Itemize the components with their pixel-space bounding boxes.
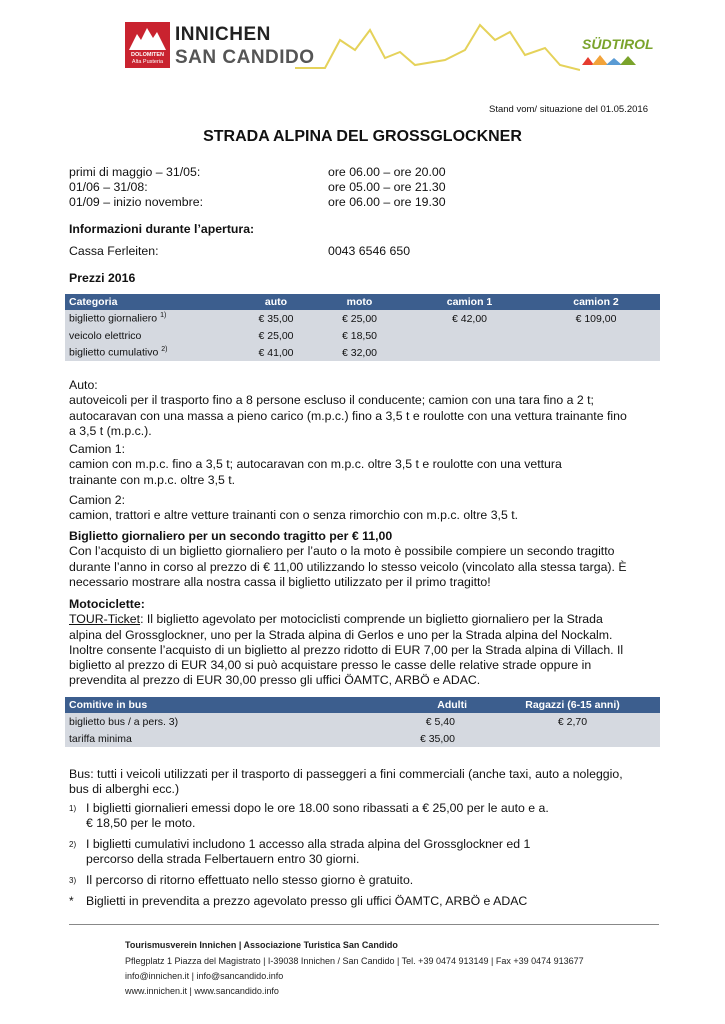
footnote-mark: 2)	[161, 346, 168, 354]
price-cell: € 2,70	[485, 713, 660, 730]
row-label	[65, 327, 240, 344]
section-heading: Motociclette:	[69, 597, 145, 611]
text-line: Inoltre consente l’acquisto di un biglietto al prezzo ridotto di EUR 7,00 per la Strada alpina di Villach. Il	[69, 642, 624, 657]
schedule-hours-value: ore 06.00 – ore 20.00	[328, 165, 446, 179]
price-cell: € 25,00	[312, 310, 407, 327]
table-row	[65, 310, 660, 327]
text-line: camion con m.p.c. fino a 3,5 t; autocaravan con m.p.c. oltre 3,5 t e roulotte con una vettura	[69, 457, 562, 472]
section-heading: Camion 2:	[69, 493, 126, 507]
row-label	[65, 310, 240, 327]
skyline-outline-icon	[295, 20, 580, 80]
col-header: camion 1	[407, 294, 532, 310]
dolomiten-logo	[125, 22, 170, 68]
camion2-section	[69, 493, 659, 524]
footnote-item	[69, 894, 659, 909]
table-row	[65, 713, 660, 730]
text-line: alpina del Grossglockner, uno per la Strada alpina di Gerlos e uno per la Strada alpina del Nockalm.	[69, 627, 613, 642]
text-line: trainante con m.p.c. oltre 3,5 t.	[69, 472, 236, 487]
text-line: camion, trattori e altre vetture trainanti con o senza rimorchio con m.p.c. oltre 3,5 t.	[69, 508, 519, 523]
schedule-hours-value: ore 06.00 – ore 19.30	[328, 195, 446, 209]
text-line: I biglietti cumulativi includono 1 accesso alla strada alpina del Grossglockner ed 1	[86, 837, 531, 851]
section-heading: Biglietto giornaliero per un secondo tragitto per € 11,00	[69, 529, 393, 543]
text-line: Bus: tutti i veicoli utilizzati per il trasporto di passeggeri a fini commerciali (anche taxi, auto a noleggio,	[69, 767, 623, 781]
footnote-mark: 3)	[69, 876, 77, 885]
footnotes	[69, 801, 659, 909]
brand-name-de: INNICHEN	[175, 24, 271, 45]
bus-table	[65, 697, 660, 747]
price-cell: € 41,00	[240, 344, 312, 361]
price-cell: € 25,00	[240, 327, 312, 344]
mountain-icon	[129, 26, 166, 50]
footnote-item	[69, 837, 659, 873]
sudtirol-logo: SÜDTIROL	[582, 36, 654, 52]
text-line: percorso della strada Felbertauern entro 30 giorni.	[86, 852, 360, 867]
info-heading: Informazioni durante l’apertura:	[69, 222, 255, 236]
bus-note	[69, 767, 659, 798]
footer-address: Pflegplatz 1 Piazza del Magistrato | I-39038 Innichen / San Candido | Tel. +39 0474 913149 | Fax +39 0474 913677	[125, 956, 584, 966]
contact-phone: 0043 6546 650	[328, 244, 411, 258]
text-line: a 3,5 t (m.p.c.).	[69, 423, 152, 438]
footer-divider	[69, 924, 659, 925]
table-row	[65, 327, 660, 344]
text-line: necessario mostrare alla nostra cassa il biglietto utilizzato per il primo tragitto!	[69, 574, 491, 589]
col-header: auto	[240, 294, 312, 310]
text-line: Il percorso di ritorno effettuato nello stesso giorno è gratuito.	[86, 873, 414, 887]
section-heading: Camion 1:	[69, 442, 126, 456]
text-line	[69, 612, 659, 627]
footnote-item	[69, 801, 659, 837]
price-cell	[532, 327, 660, 344]
text-line: biglietto al prezzo di EUR 34,00 si può acquistare presso le casse delle relative strade oppure in	[69, 658, 592, 673]
schedule-period: primi di maggio – 31/05:	[69, 165, 201, 179]
footnote-mark: *	[69, 894, 74, 908]
price-cell	[532, 344, 660, 361]
schedule-hours	[328, 165, 446, 210]
tour-ticket-link: TOUR-Ticket	[69, 612, 141, 627]
price-cell: € 42,00	[407, 310, 532, 327]
text-line: prevendita al prezzo di EUR 30,00 presso gli uffici ÖAMTC, ARBÖ e ADAC.	[69, 673, 481, 688]
contact-label: Cassa Ferleiten:	[69, 244, 159, 258]
col-header: camion 2	[532, 294, 660, 310]
table-row	[65, 344, 660, 361]
col-header: Adulti	[325, 697, 485, 713]
text-line: bus di alberghi ecc.)	[69, 782, 180, 797]
price-cell	[407, 344, 532, 361]
footnote-mark: 1)	[160, 312, 167, 320]
section-heading: Auto:	[69, 378, 98, 392]
col-header: Ragazzi (6-15 anni)	[485, 697, 660, 713]
price-cell	[407, 327, 532, 344]
second-trip-section	[69, 529, 659, 590]
footer-email[interactable]: info@innichen.it | info@sancandido.info	[125, 971, 284, 981]
table-header-row	[65, 697, 660, 713]
footnote-item	[69, 873, 659, 894]
price-cell: € 32,00	[312, 344, 407, 361]
document-date: Stand vom/ situazione del 01.05.2016	[489, 104, 648, 115]
col-header: moto	[312, 294, 407, 310]
row-label: biglietto bus / a pers. 3)	[65, 713, 325, 730]
text-line: € 18,50 per le moto.	[86, 816, 196, 831]
price-cell: € 109,00	[532, 310, 660, 327]
price-cell: € 18,50	[312, 327, 407, 344]
table-row	[65, 730, 660, 747]
row-label-text: biglietto cumulativo	[69, 346, 159, 359]
page-title: STRADA ALPINA DEL GROSSGLOCKNER	[203, 128, 522, 145]
price-cell: € 35,00	[325, 730, 485, 747]
price-table	[65, 294, 660, 361]
row-label: tariffa minima	[65, 730, 325, 747]
brand-name-it: SAN CANDIDO	[175, 47, 315, 68]
text-line: autoveicoli per il trasporto fino a 8 persone escluso il conducente; camion con una tara fino a 2 t;	[69, 393, 594, 408]
price-cell: € 5,40	[325, 713, 485, 730]
text-line: Con l’acquisto di un biglietto giornaliero per l’auto o la moto è possibile compiere un secondo tragitto	[69, 544, 615, 559]
auto-section	[69, 378, 659, 439]
footnote-mark: 1)	[69, 804, 77, 813]
schedule-period: 01/06 – 31/08:	[69, 180, 148, 194]
camion1-section	[69, 442, 659, 488]
text-fragment: : Il biglietto agevolato per motociclisti comprende un biglietto giornaliero per la Strada	[140, 612, 603, 627]
logo-line1: DOLOMITEN	[131, 52, 164, 58]
text-line: Biglietti in prevendita a prezzo agevolato presso gli uffici ÖAMTC, ARBÖ e ADAC	[86, 894, 528, 908]
footer-org: Tourismusverein Innichen | Associazione Turistica San Candido	[125, 940, 398, 950]
schedule-period: 01/09 – inizio novembre:	[69, 195, 203, 209]
moto-section	[69, 597, 659, 689]
price-cell	[485, 730, 660, 747]
price-cell: € 35,00	[240, 310, 312, 327]
logo-line2: Alta Pusteria	[131, 59, 164, 65]
row-label-text: veicolo elettrico	[69, 329, 142, 342]
schedule-periods	[69, 165, 203, 210]
sudtirol-mountains-icon	[582, 55, 640, 65]
text-line: autocaravan con una massa a pieno carico (m.p.c.) fino a 3,5 t e roulotte con una vettura trainante fino	[69, 408, 627, 423]
text-line: I biglietti giornalieri emessi dopo le ore 18.00 sono ribassati a € 25,00 per le auto e a.	[86, 801, 549, 815]
prices-heading: Prezzi 2016	[69, 271, 136, 285]
schedule-hours-value: ore 05.00 – ore 21.30	[328, 180, 446, 194]
row-label-text: biglietto giornaliero	[69, 312, 158, 325]
footer-web[interactable]: www.innichen.it | www.sancandido.info	[125, 986, 279, 996]
col-header: Comitive in bus	[65, 697, 325, 713]
text-line: durante l’anno in corso al prezzo di € 11,00 utilizzando lo stesso veicolo (vincolato alla stessa targa). È	[69, 559, 627, 574]
table-header-row	[65, 294, 660, 310]
footnote-mark: 2)	[69, 840, 77, 849]
row-label	[65, 344, 240, 361]
col-header: Categoria	[65, 294, 240, 310]
